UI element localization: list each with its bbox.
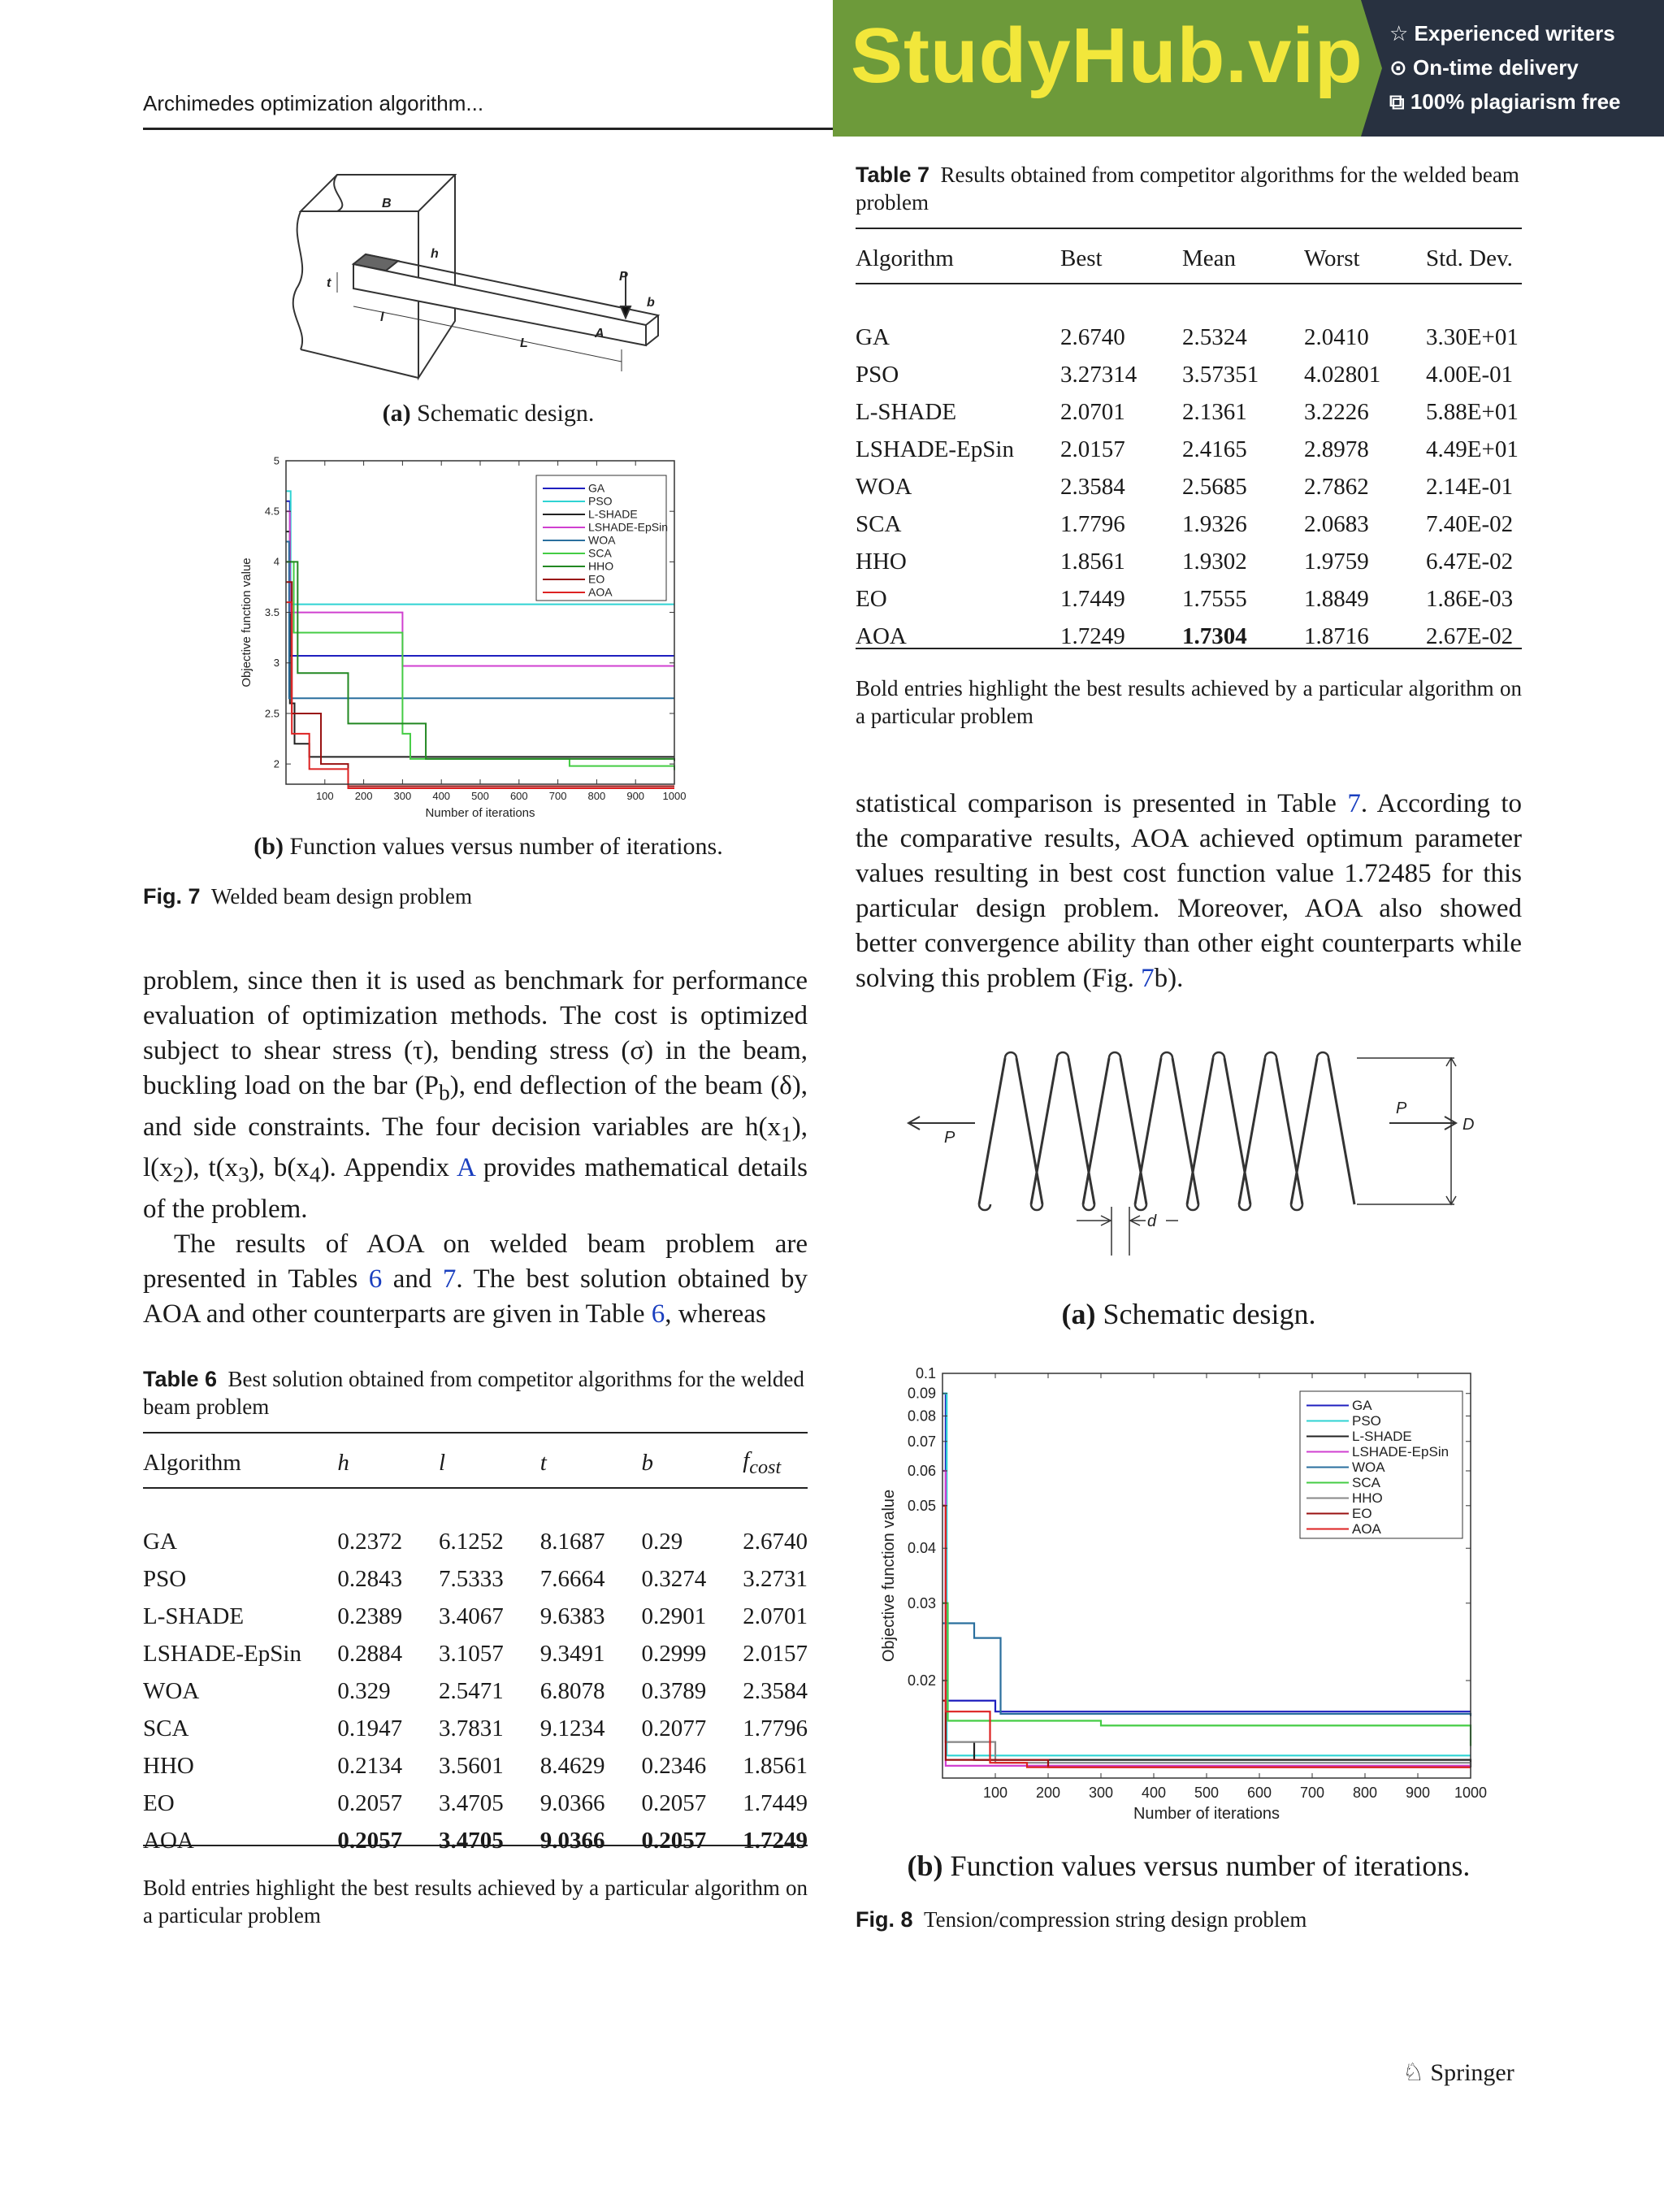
body-text-right	[856, 787, 1522, 996]
table6-cell: HHO	[143, 1752, 194, 1779]
x-axis-label: Number of iterations	[1133, 1805, 1280, 1823]
table6-cell: 2.5471	[439, 1677, 504, 1704]
publisher-name: Springer	[1430, 2059, 1514, 2086]
table6-cell: 8.1687	[540, 1528, 605, 1555]
table7-cell: LSHADE-EpSin	[856, 436, 1014, 462]
table7-header: Std. Dev.	[1426, 245, 1513, 271]
table7-cell: 2.7862	[1304, 473, 1369, 500]
table6-cell: 0.29	[641, 1528, 683, 1555]
table-link[interactable]: 7	[442, 1264, 457, 1294]
table6-cell: 0.2057	[641, 1789, 707, 1816]
series-line-aoa	[942, 1506, 1471, 1767]
table6-cell: 0.2901	[641, 1603, 707, 1629]
y-tick-label: 3.5	[264, 605, 280, 618]
table7-cell: 2.0157	[1060, 436, 1125, 462]
y-tick-label: 0.1	[915, 1365, 936, 1381]
x-tick-label: 1000	[1454, 1785, 1488, 1801]
series-line-aoa	[286, 602, 674, 788]
table7-cell: 3.2226	[1304, 398, 1369, 425]
table6-row	[143, 1560, 808, 1598]
banner-notch	[1361, 0, 1382, 137]
legend-label: GA	[588, 481, 605, 495]
banner-logo-text: StudyHub.vip	[851, 12, 1363, 99]
table6-cell: 0.329	[337, 1677, 391, 1704]
appendix-link[interactable]: A	[457, 1153, 475, 1183]
table7	[856, 236, 1522, 655]
table6-header: l	[439, 1449, 446, 1476]
fig7-convergence-chart	[236, 451, 723, 825]
table6-row	[143, 1635, 808, 1672]
table6-cell: PSO	[143, 1565, 187, 1592]
table6-cell: 9.0366	[540, 1827, 605, 1854]
table7-row	[856, 618, 1522, 655]
table6-cell: 3.1057	[439, 1640, 504, 1667]
clock-icon: ⊙	[1389, 55, 1407, 80]
label-a: A	[595, 327, 604, 340]
y-axis-label: Objective function value	[880, 1489, 898, 1663]
fig8a-caption: (a) Schematic design.	[1061, 1298, 1316, 1330]
y-tick-label: 0.05	[907, 1497, 936, 1514]
table6-cell: 3.4705	[439, 1827, 504, 1854]
table7-cell: PSO	[856, 361, 899, 388]
table7-row	[856, 543, 1522, 580]
body-text-left	[143, 964, 808, 1332]
banner-item	[1389, 21, 1615, 46]
table7-cell: 2.6740	[1060, 323, 1125, 350]
series-line-eo	[942, 1701, 1471, 1767]
legend-label: AOA	[1352, 1521, 1381, 1538]
x-tick-label: 800	[1352, 1785, 1378, 1801]
x-tick-label: 300	[393, 790, 412, 802]
x-tick-label: 300	[1088, 1785, 1114, 1801]
legend-label: LSHADE-EpSin	[1352, 1444, 1450, 1460]
table6-cell: 1.7249	[743, 1827, 808, 1854]
table7-cell: 2.14E-01	[1426, 473, 1514, 500]
legend-label: L-SHADE	[588, 507, 638, 521]
legend-label: GA	[1352, 1398, 1372, 1414]
fig7-caption: Fig. 7 Welded beam design problem	[143, 884, 472, 909]
table7-row	[856, 468, 1522, 505]
table6-caption: Table 6 Best solution obtained from competitor algorithms for the welded beam problem	[143, 1367, 804, 1419]
table7-cell: 4.02801	[1304, 361, 1381, 388]
y-tick-label: 2.5	[264, 707, 280, 720]
fig7a-caption: (a) Schematic design.	[382, 400, 595, 427]
x-tick-label: 400	[1141, 1785, 1167, 1801]
table6-cell: 1.7449	[743, 1789, 808, 1816]
series-line-woa	[942, 1624, 1471, 1716]
table7-cell: 4.49E+01	[1426, 436, 1519, 462]
y-tick-label: 0.08	[907, 1407, 936, 1425]
table7-cell: 2.3584	[1060, 473, 1125, 500]
y-tick-label: 0.03	[907, 1594, 936, 1611]
figure-link[interactable]: 7	[1141, 964, 1155, 993]
legend-label: EO	[588, 572, 605, 586]
banner-item	[1389, 89, 1621, 115]
x-tick-label: 900	[1405, 1785, 1431, 1801]
table6-header: $f_{cost}$	[743, 1446, 782, 1478]
paragraph-3: statistical comparison is presented in Table 7. According to the comparative results, AOA achieved optimum parameter values resulting in best cost function value 1.72485 for this particular design problem. Moreover, AOA also showed better convergence ability than other eight counterparts while solving this problem (Fig. 7b).	[856, 789, 1522, 993]
table6-cell: GA	[143, 1528, 177, 1555]
table7-note: Bold entries highlight the best results achieved by a particular algorithm on a particular problem	[856, 676, 1522, 728]
table6-cell: 0.2134	[337, 1752, 403, 1779]
spring-schematic	[902, 1048, 1487, 1260]
spring-coil-top	[1213, 1052, 1224, 1058]
table7-row	[856, 356, 1522, 393]
spring-coil-top	[1109, 1052, 1120, 1058]
label-h: h	[431, 247, 439, 261]
banner-item	[1389, 55, 1579, 80]
table7-cell: 2.5324	[1182, 323, 1247, 350]
table7-row	[856, 319, 1522, 356]
table6-cell: 7.6664	[540, 1565, 605, 1592]
table-link[interactable]: 7	[1347, 789, 1361, 818]
table6-cell: 3.4705	[439, 1789, 504, 1816]
series-line-sca	[942, 1603, 1471, 1746]
table6-row	[143, 1822, 808, 1859]
table6-header: b	[641, 1449, 653, 1476]
spring-coil-bottom	[979, 1204, 990, 1210]
table7-cell: 1.8849	[1304, 585, 1369, 612]
fig8-convergence-chart	[873, 1357, 1523, 1828]
legend-label: HHO	[588, 559, 614, 573]
table6-cell: 0.3789	[641, 1677, 707, 1704]
table7-cell: SCA	[856, 510, 902, 537]
legend-label: L-SHADE	[1352, 1429, 1412, 1445]
fig8-caption: Fig. 8 Tension/compression string design problem	[856, 1907, 1307, 1932]
spring-coil-bottom	[1135, 1204, 1146, 1210]
table7-cell: WOA	[856, 473, 912, 500]
table7-cell: 1.9759	[1304, 548, 1369, 575]
table-link[interactable]: 6	[651, 1299, 665, 1329]
y-tick-label: 4.5	[264, 505, 280, 518]
table6-cell: 0.2057	[337, 1789, 403, 1816]
table6-note: Bold entries highlight the best results achieved by a particular algorithm on a particular problem	[143, 1876, 808, 1928]
table6-cell: 9.1234	[540, 1715, 605, 1741]
table7-cell: EO	[856, 585, 887, 612]
table6-cell: 6.8078	[540, 1677, 605, 1704]
legend-label: WOA	[588, 533, 616, 547]
table6-cell: 0.2843	[337, 1565, 403, 1592]
table7-cell: 4.00E-01	[1426, 361, 1514, 388]
table6-cell: 2.0701	[743, 1603, 808, 1629]
table7-caption: Table 7 Results obtained from competitor algorithms for the welded beam problem	[856, 163, 1519, 215]
table7-cell: 1.86E-03	[1426, 585, 1514, 612]
table7-header: Mean	[1182, 245, 1237, 271]
legend-label: LSHADE-EpSin	[588, 520, 669, 534]
x-tick-label: 200	[1035, 1785, 1061, 1801]
x-tick-label: 500	[1194, 1785, 1220, 1801]
series-line-hho	[942, 1681, 1471, 1766]
table6-cell: WOA	[143, 1677, 200, 1704]
banner-item-text: On-time delivery	[1413, 55, 1579, 80]
banner-item-text: 100% plagiarism free	[1410, 89, 1621, 114]
y-tick-label: 0.07	[907, 1433, 936, 1450]
paragraph-2: The results of AOA on welded beam problem are presented in Tables 6 and 7. The best solution obtained by AOA and other counterparts are given in Table 6, whereas	[143, 1229, 808, 1329]
table7-top-rule	[856, 228, 1522, 229]
y-tick-label: 0.02	[907, 1672, 936, 1689]
table6-cell: 2.3584	[743, 1677, 808, 1704]
x-tick-label: 500	[471, 790, 489, 802]
legend-label: PSO	[588, 494, 613, 508]
x-axis-label: Number of iterations	[425, 806, 535, 820]
table6-header: h	[337, 1449, 349, 1476]
banner-logo-panel[interactable]	[833, 0, 1361, 137]
table6-cell: 3.2731	[743, 1565, 808, 1592]
table6-cell: 9.6383	[540, 1603, 605, 1629]
spring-coil-bottom	[1239, 1204, 1250, 1210]
header-rule	[143, 128, 834, 130]
table7-row	[856, 393, 1522, 431]
x-tick-label: 800	[587, 790, 606, 802]
table6-cell: 0.2057	[641, 1827, 707, 1854]
table6	[143, 1440, 808, 1859]
x-tick-label: 900	[626, 790, 645, 802]
table6-cell: 9.0366	[540, 1789, 605, 1816]
table7-cell: 1.7449	[1060, 585, 1125, 612]
label-p: P	[619, 270, 628, 284]
label-b-upper: B	[382, 197, 392, 210]
spring-coil-top	[1005, 1052, 1016, 1058]
table6-cell: 3.7831	[439, 1715, 504, 1741]
paragraph-1: problem, since then it is used as benchmark for performance evaluation of optimization methods. The cost is optimized subject to shear stress (τ), bending stress (σ) in the beam, buckling load on the bar $(P_b)$, end deflection of the beam (δ), and side constraints. The four decision variables are $h(x_1)$, $l(x_2)$, $t(x_3)$, $b(x_4)$. Appendix A provides mathematical details of the problem.	[143, 966, 808, 1224]
table7-cell: 3.57351	[1182, 361, 1259, 388]
spring-coil-bottom	[1083, 1204, 1094, 1210]
table7-cell: 2.0410	[1304, 323, 1369, 350]
table6-cell: 0.2372	[337, 1528, 403, 1555]
table6-cell: 0.3274	[641, 1565, 707, 1592]
table6-cell: 0.2346	[641, 1752, 707, 1779]
spring-coil-bottom	[1291, 1204, 1302, 1210]
y-tick-label: 3	[273, 657, 280, 670]
table7-header: Worst	[1304, 245, 1360, 271]
spring-coil-bottom	[1187, 1204, 1198, 1210]
table7-cell: 1.8561	[1060, 548, 1125, 575]
table7-cell: 1.7304	[1182, 622, 1247, 649]
legend-label: HHO	[1352, 1490, 1383, 1507]
table7-cell: 1.9326	[1182, 510, 1247, 537]
table6-cell: LSHADE-EpSin	[143, 1640, 301, 1667]
table7-cell: 1.7796	[1060, 510, 1125, 537]
table7-cell: HHO	[856, 548, 907, 575]
table6-cell: 1.8561	[743, 1752, 808, 1779]
y-tick-label: 5	[273, 454, 280, 467]
springer-horse-icon: ♘	[1402, 2058, 1424, 2087]
table7-row	[856, 580, 1522, 618]
spring-coil	[979, 1058, 1354, 1204]
table7-header-row	[856, 236, 1522, 281]
table6-cell: EO	[143, 1789, 175, 1816]
table6-cell: 0.2057	[337, 1827, 403, 1854]
table7-cell: 5.88E+01	[1426, 398, 1519, 425]
x-tick-label: 700	[548, 790, 567, 802]
spring-coil-top	[1057, 1052, 1068, 1058]
x-tick-label: 200	[354, 790, 373, 802]
table7-cell: 2.8978	[1304, 436, 1369, 462]
table6-cell: 0.2077	[641, 1715, 707, 1741]
table6-cell: 3.5601	[439, 1752, 504, 1779]
table6-cell: AOA	[143, 1827, 194, 1854]
spring-coil-top	[1265, 1052, 1276, 1058]
y-tick-label: 0.04	[907, 1540, 936, 1557]
copy-icon: ⧉	[1389, 89, 1405, 114]
x-tick-label: 1000	[662, 790, 687, 802]
spring-label-p-left: P	[944, 1129, 956, 1147]
table7-cell: 2.0701	[1060, 398, 1125, 425]
table7-cell: 2.0683	[1304, 510, 1369, 537]
table7-cell: 2.5685	[1182, 473, 1247, 500]
spring-coil-top	[1317, 1052, 1328, 1058]
table7-cell: 2.67E-02	[1426, 622, 1514, 649]
studyhub-banner[interactable]	[833, 0, 1664, 137]
x-tick-label: 100	[982, 1785, 1008, 1801]
table6-cell: 1.7796	[743, 1715, 808, 1741]
y-tick-label: 0.06	[907, 1462, 936, 1479]
table7-row	[856, 431, 1522, 468]
welded-beam-schematic	[276, 158, 682, 386]
table6-row	[143, 1523, 808, 1560]
table6-cell: L-SHADE	[143, 1603, 245, 1629]
spring-coil-top	[1161, 1052, 1172, 1058]
table7-header: Algorithm	[856, 245, 954, 271]
publisher-footer	[1402, 2058, 1514, 2087]
table6-cell: 7.5333	[439, 1565, 504, 1592]
legend-label: SCA	[588, 546, 612, 560]
table7-cell: 1.8716	[1304, 622, 1369, 649]
table7-header: Best	[1060, 245, 1103, 271]
table6-row	[143, 1747, 808, 1785]
series-line-l-shade	[942, 1506, 1471, 1767]
label-t: t	[327, 276, 332, 290]
table6-cell: 0.2884	[337, 1640, 403, 1667]
table6-cell: 6.1252	[439, 1528, 504, 1555]
table6-cell: 3.4067	[439, 1603, 504, 1629]
x-tick-label: 100	[315, 790, 334, 802]
table7-cell: 1.7249	[1060, 622, 1125, 649]
spring-label-p-right: P	[1396, 1099, 1407, 1117]
table6-row	[143, 1785, 808, 1822]
table6-cell: 8.4629	[540, 1752, 605, 1779]
label-l: l	[380, 310, 384, 324]
table6-cell: 2.0157	[743, 1640, 808, 1667]
table6-header: Algorithm	[143, 1449, 241, 1476]
table6-cell: SCA	[143, 1715, 189, 1741]
table6-cell: 0.2389	[337, 1603, 403, 1629]
y-tick-label: 2	[273, 757, 280, 770]
x-tick-label: 600	[509, 790, 528, 802]
table6-row	[143, 1598, 808, 1635]
table-link[interactable]: 6	[368, 1264, 383, 1294]
x-tick-label: 600	[1246, 1785, 1272, 1801]
legend-label: AOA	[588, 585, 613, 599]
spring-label-d: d	[1147, 1212, 1157, 1230]
table7-cell: 2.1361	[1182, 398, 1247, 425]
x-tick-label: 700	[1299, 1785, 1325, 1801]
legend-label: PSO	[1352, 1413, 1381, 1429]
table7-cell: 6.47E-02	[1426, 548, 1514, 575]
spring-coil-bottom	[1031, 1204, 1042, 1210]
table7-cell: 1.9302	[1182, 548, 1247, 575]
table7-cell: 3.27314	[1060, 361, 1138, 388]
table7-cell: AOA	[856, 622, 907, 649]
table6-header-row	[143, 1440, 808, 1486]
table7-cell: 2.4165	[1182, 436, 1247, 462]
table7-cell: 1.7555	[1182, 585, 1247, 612]
star-icon: ☆	[1389, 21, 1409, 46]
legend-label: WOA	[1352, 1459, 1385, 1476]
table7-cell: GA	[856, 323, 890, 350]
spring-label-d-upper: D	[1462, 1116, 1475, 1134]
fig8b-caption: (b) Function values versus number of iterations.	[907, 1850, 1471, 1882]
banner-item-text: Experienced writers	[1414, 21, 1615, 46]
legend-label: SCA	[1352, 1475, 1380, 1491]
table7-cell: 3.30E+01	[1426, 323, 1519, 350]
table6-top-rule	[143, 1432, 808, 1433]
label-l-upper: L	[520, 336, 528, 350]
table6-cell: 0.2999	[641, 1640, 707, 1667]
legend-label: EO	[1352, 1506, 1372, 1522]
y-axis-label: Objective function value	[240, 557, 254, 687]
fig7b-caption: (b) Function values versus number of iterations.	[254, 833, 723, 860]
label-b: b	[647, 296, 655, 310]
y-tick-label: 4	[273, 555, 280, 568]
table6-cell: 2.6740	[743, 1528, 808, 1555]
y-tick-label: 0.09	[907, 1385, 936, 1402]
table6-cell: 0.1947	[337, 1715, 403, 1741]
table6-cell: 9.3491	[540, 1640, 605, 1667]
table7-cell: 7.40E-02	[1426, 510, 1514, 537]
table6-header: t	[540, 1449, 547, 1476]
table7-row	[856, 505, 1522, 543]
table7-cell: L-SHADE	[856, 398, 957, 425]
running-head: Archimedes optimization algorithm...	[143, 91, 484, 115]
table6-row	[143, 1672, 808, 1710]
table6-row	[143, 1710, 808, 1747]
x-tick-label: 400	[432, 790, 451, 802]
